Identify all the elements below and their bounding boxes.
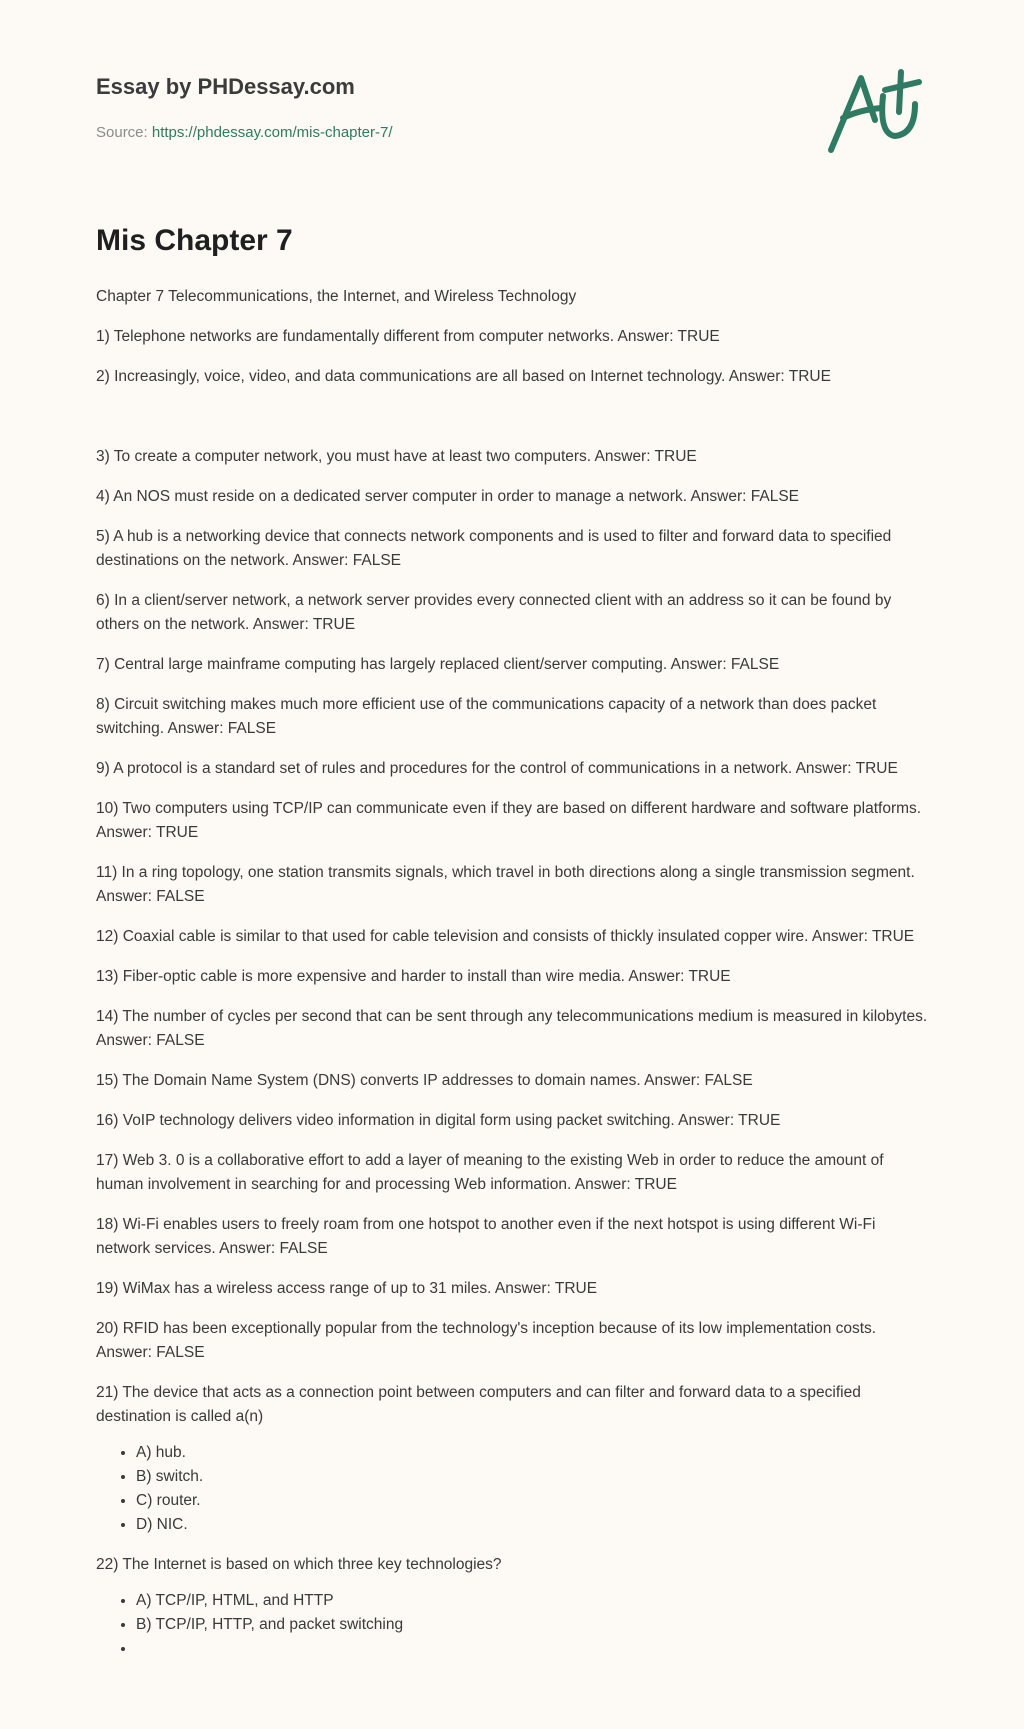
- question-item: 21) The device that acts as a connection point between computers and can filter and forward data to a specified destination is called a(n): [96, 1384, 861, 1425]
- question-item: 6) In a client/server network, a network server provides every connected client with an address so it can be found by others on the network. Answer: TRUE: [96, 592, 892, 633]
- a-plus-logo-icon: [823, 68, 933, 164]
- question-item: 17) Web 3. 0 is a collaborative effort to add a layer of meaning to the existing Web in order to reduce the amount of human involvement in searching for and processing Web information. Answer: TRUE: [96, 1152, 884, 1193]
- question-item: 12) Coaxial cable is similar to that used for cable television and consists of thickly insulated copper wire. Answer: TRUE: [96, 928, 915, 945]
- option-item: • B) TCP/IP, HTTP, and packet switching: [136, 1613, 930, 1637]
- option-item: • B) switch.: [136, 1465, 930, 1489]
- question-item: 4) An NOS must reside on a dedicated server computer in order to manage a network. Answer: FALSE: [96, 488, 800, 505]
- q22-options-list: [96, 1589, 930, 1661]
- question-item: 20) RFID has been exceptionally popular from the technology's inception because of its low implementation costs. Answer: FALSE: [96, 1320, 877, 1361]
- source-label: Source:: [96, 124, 152, 141]
- question-item: 19) WiMax has a wireless access range of up to 31 miles. Answer: TRUE: [96, 1280, 598, 1297]
- question-item: 7) Central large mainframe computing has largely replaced client/server computing. Answer: FALSE: [96, 656, 780, 673]
- option-item: • A) TCP/IP, HTML, and HTTP: [136, 1589, 930, 1613]
- question-item: 18) Wi-Fi enables users to freely roam from one hotspot to another even if the next hotspot is using different Wi-Fi network services. Answer: FALSE: [96, 1216, 876, 1257]
- question-item: 11) In a ring topology, one station transmits signals, which travel in both directions along a single transmission segment. Answer: FALSE: [96, 864, 915, 905]
- question-item: 14) The number of cycles per second that can be sent through any telecommunications medium is measured in kilobytes. Answer: FALSE: [96, 1008, 928, 1049]
- option-item: [136, 1637, 930, 1661]
- question-item: 5) A hub is a networking device that connects network components and is used to filter and forward data to specified destinations on the network. Answer: FALSE: [96, 528, 892, 569]
- question-item: 15) The Domain Name System (DNS) converts IP addresses to domain names. Answer: FALSE: [96, 1072, 753, 1089]
- essay-body: [96, 285, 930, 1677]
- option-item: • D) NIC.: [136, 1513, 930, 1537]
- question-item: 22) The Internet is based on which three key technologies?: [96, 1556, 502, 1573]
- question-item: 2) Increasingly, voice, video, and data communications are all based on Internet technology. Answer: TRUE: [96, 368, 831, 385]
- option-item: • A) hub.: [136, 1441, 930, 1465]
- question-item: 8) Circuit switching makes much more efficient use of the communications capacity of a network than does packet switching. Answer: FALSE: [96, 696, 877, 737]
- question-item: 3) To create a computer network, you must have at least two computers. Answer: TRUE: [96, 448, 697, 465]
- q21-options-list: [96, 1441, 930, 1537]
- spacer: [96, 405, 930, 445]
- page-title: Mis Chapter 7: [96, 224, 293, 257]
- question-item: 1) Telephone networks are fundamentally different from computer networks. Answer: TRUE: [96, 328, 720, 345]
- source-line: [96, 124, 393, 141]
- question-item: 10) Two computers using TCP/IP can communicate even if they are based on different hardware and software platforms. Answer: TRUE: [96, 800, 922, 841]
- question-item: 13) Fiber-optic cable is more expensive and harder to install than wire media. Answer: TRUE: [96, 968, 731, 985]
- question-item: 9) A protocol is a standard set of rules and procedures for the control of communications in a network. Answer: TRUE: [96, 760, 898, 777]
- question-item: 16) VoIP technology delivers video information in digital form using packet switching. Answer: TRUE: [96, 1112, 781, 1129]
- brand-title: Essay by PHDessay.com: [96, 74, 355, 99]
- option-item: • C) router.: [136, 1489, 930, 1513]
- source-link[interactable]: https://phdessay.com/mis-chapter-7/: [151, 124, 393, 141]
- chapter-subtitle: Chapter 7 Telecommunications, the Internet, and Wireless Technology: [96, 288, 577, 305]
